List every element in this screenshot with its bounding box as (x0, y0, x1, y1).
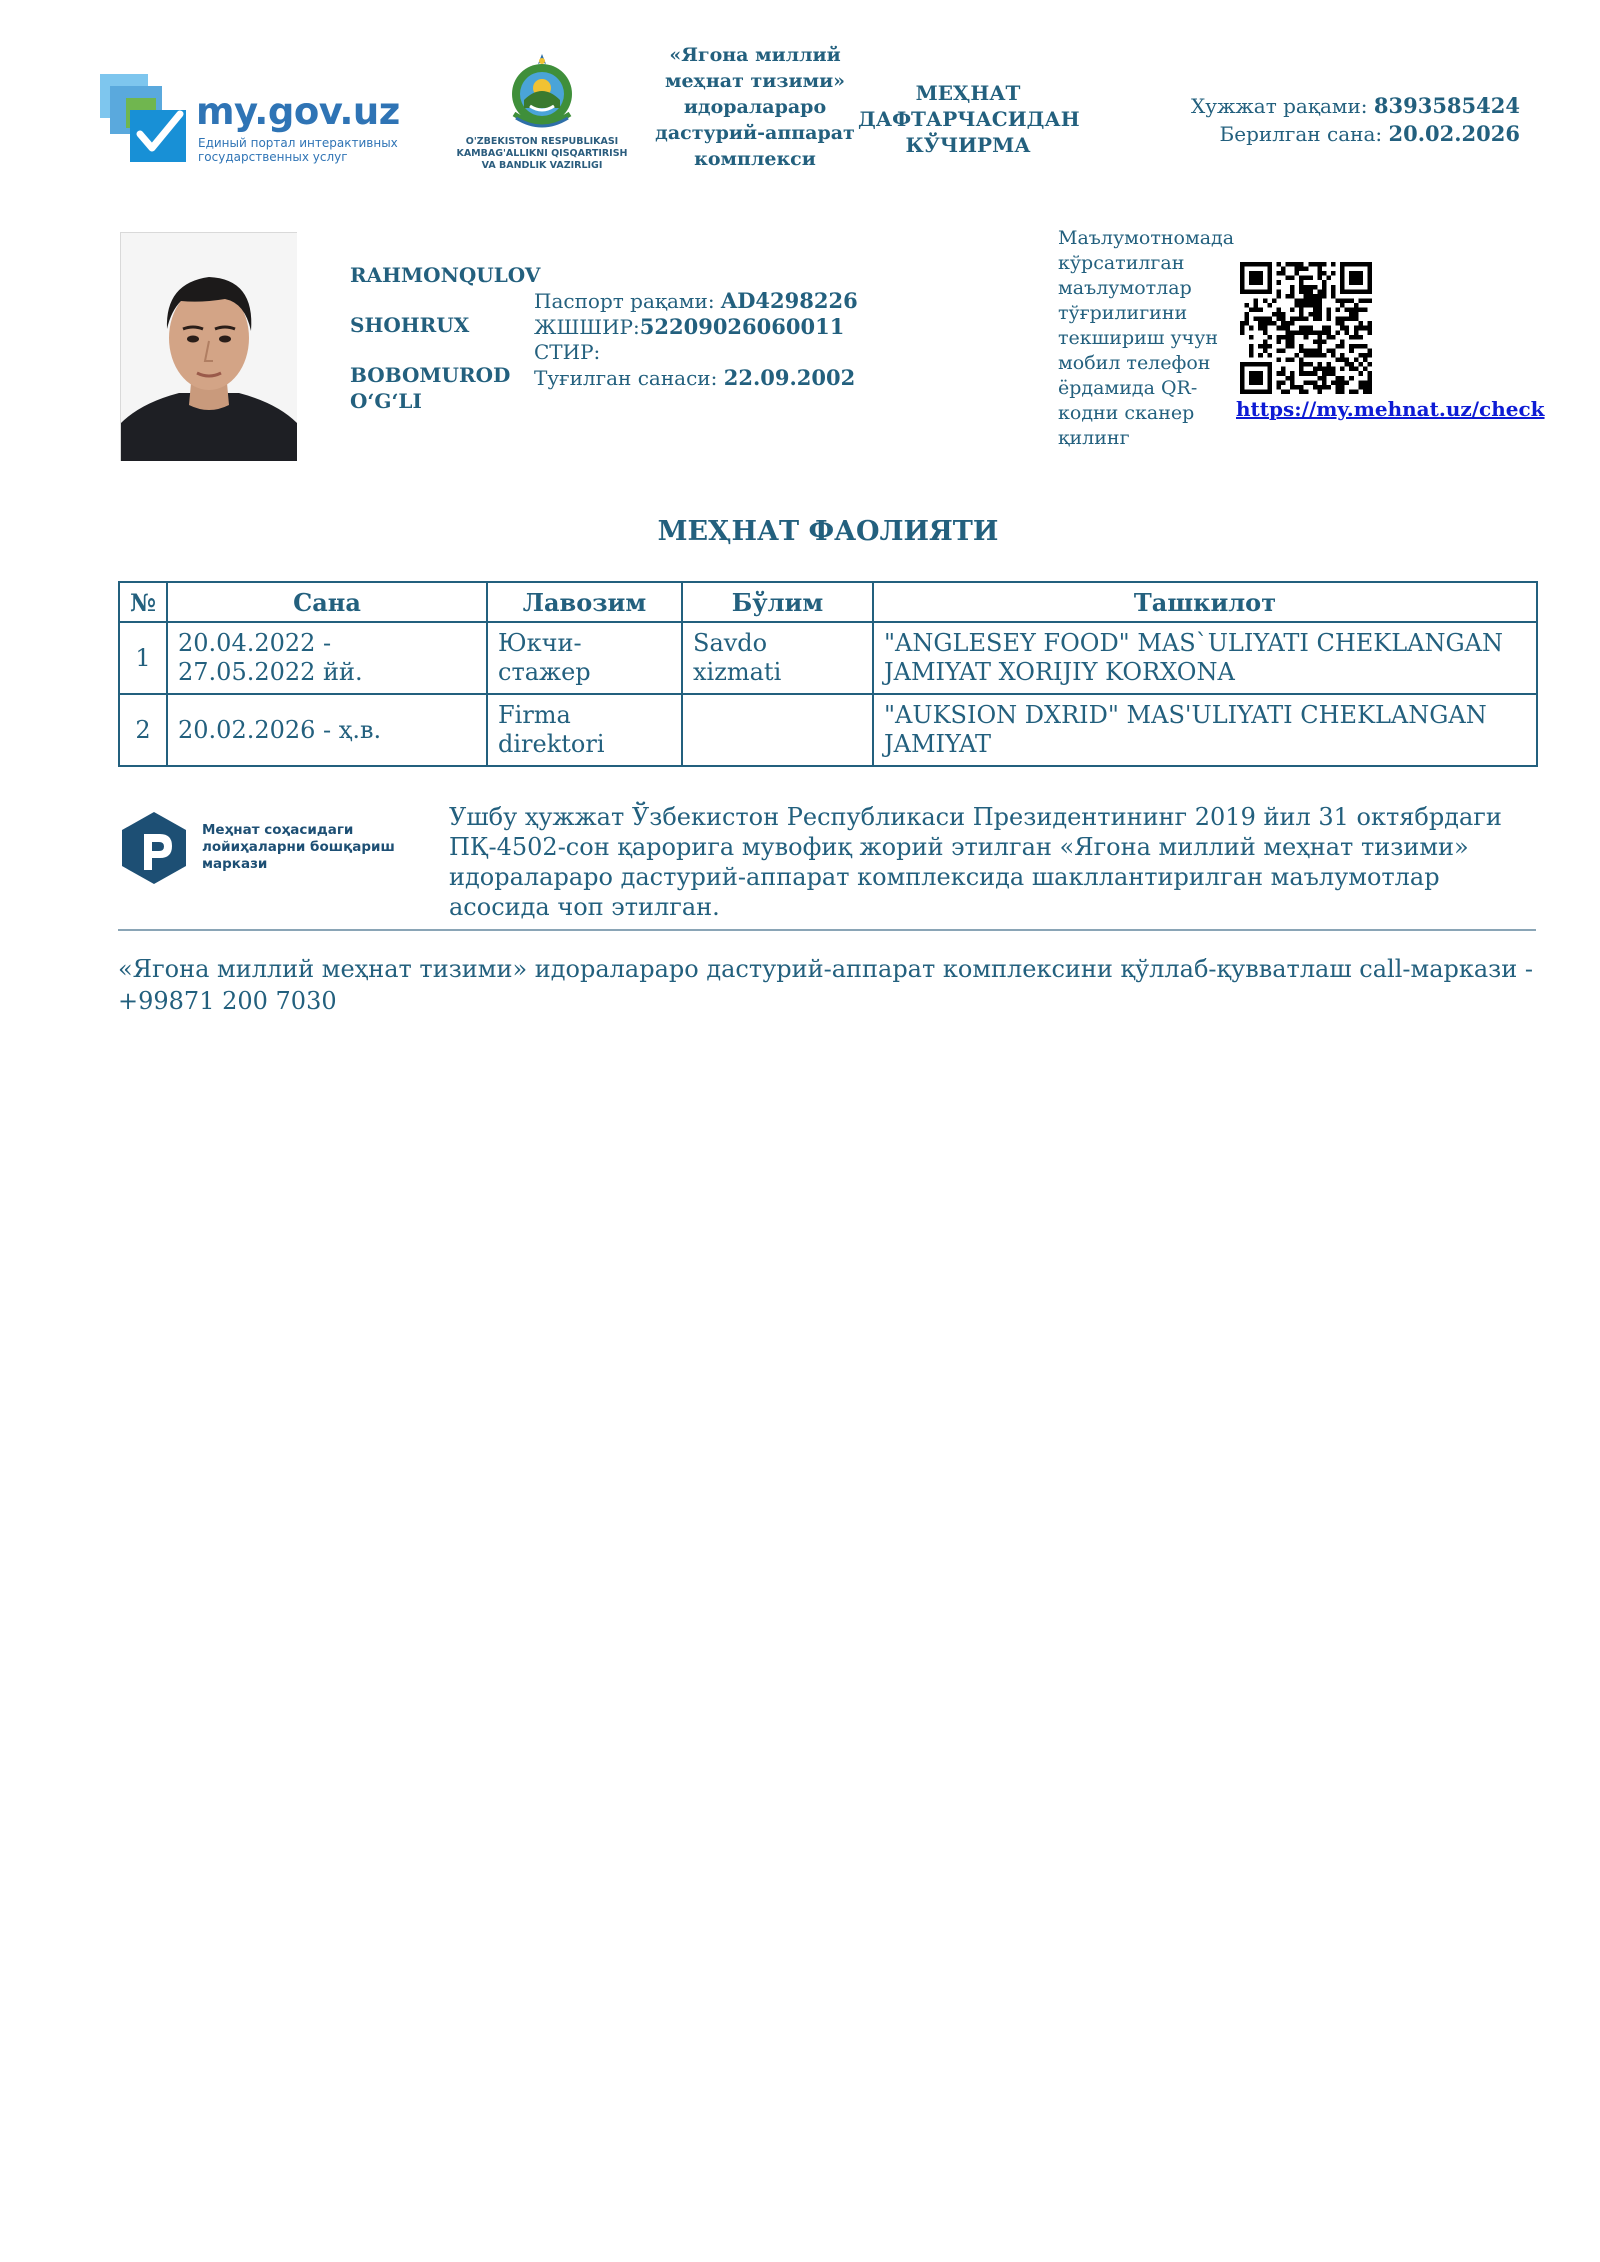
person-patronymic: BOBOMUROD O‘G‘LI (350, 363, 511, 413)
extract-title: МЕҲНАТ ДАФТАРЧАСИДАН КЎЧИРМА (858, 81, 1080, 157)
table-row (119, 694, 1537, 766)
section-title: МЕҲНАТ ФАОЛИЯТИ (657, 516, 999, 547)
row-number: 2 (119, 694, 167, 766)
person-name: SHOHRUX (350, 313, 470, 337)
jshshir-line (534, 314, 858, 340)
row-date: 20.04.2022 - 27.05.2022 йй. (167, 622, 487, 694)
mygov-logo (100, 70, 418, 166)
row-position: Firma direktori (487, 694, 682, 766)
stir-line (534, 340, 858, 365)
birth-date: 22.09.2002 (723, 365, 856, 390)
person-photo (120, 232, 297, 461)
mygov-checkmark-icon (100, 70, 196, 166)
issue-date-line (1191, 120, 1520, 148)
passport-data (534, 288, 858, 391)
row-number: 1 (119, 622, 167, 694)
system-title: «Ягона миллий меҳнат тизими» идоралараро дастурий-аппарат комплекси (655, 44, 855, 170)
column-header-position: Лавозим (487, 582, 682, 622)
divider (118, 929, 1536, 931)
state-emblem-icon (502, 52, 582, 132)
person-full-name (350, 262, 541, 414)
row-department: Savdo xizmati (682, 622, 873, 694)
pm-center-logo (118, 808, 408, 888)
mygov-tagline: Единый портал интерактивных государственных услуг (198, 136, 398, 164)
column-header-number: № (119, 582, 167, 622)
qr-code-icon (1240, 262, 1372, 394)
row-date: 20.02.2026 - ҳ.в. (167, 694, 487, 766)
jshshir-number: 52209026060011 (639, 314, 845, 339)
pm-center-name: Меҳнат соҳасидаги лойиҳаларни бошқариш маркази (202, 822, 395, 872)
issue-date-label: Берилган сана: (1219, 122, 1383, 146)
issue-date: 20.02.2026 (1388, 121, 1520, 146)
person-surname: RAHMONQULOV (350, 263, 541, 287)
check-link[interactable]: https://my.mehnat.uz/check (1236, 397, 1545, 421)
doc-number-line (1191, 92, 1520, 120)
stir-label: СТИР: (534, 340, 601, 364)
column-header-organization: Ташкилот (873, 582, 1537, 622)
table-row (119, 622, 1537, 694)
column-header-department: Бўлим (682, 582, 873, 622)
ministry-logo (456, 52, 628, 178)
doc-number-label: Хужжат рақами: (1190, 94, 1368, 118)
passport-line (534, 288, 858, 314)
row-position: Юкчи-стажер (487, 622, 682, 694)
birth-line (534, 365, 858, 391)
passport-number: AD4298226 (720, 288, 858, 313)
doc-number: 8393585424 (1373, 93, 1520, 118)
pm-center-logo-icon (118, 808, 190, 888)
qr-instruction: Маълумотномада кўрсатилган маълумотлар тўғрилигини текшириш учун мобил телефон ёрдамида QR-кодни сканер қилинг (1058, 227, 1235, 449)
passport-label: Паспорт рақами: (534, 289, 715, 313)
work-history-table (118, 581, 1538, 767)
ministry-name: O'ZBEKISTON RESPUBLIKASI KAMBAG'ALLIKNI QISQARTIRISH VA BANDLIK VAZIRLIGI (456, 136, 628, 171)
jshshir-label: ЖШШИР: (534, 315, 640, 339)
column-header-date: Сана (167, 582, 487, 622)
document-meta (1191, 92, 1520, 148)
birth-label: Туғилган санаси: (534, 366, 718, 390)
row-department (682, 694, 873, 766)
table-header-row (119, 582, 1537, 622)
row-organization: "AUKSION DXRID" MAS'ULIYATI CHEKLANGAN JAMIYAT (873, 694, 1537, 766)
legal-note: Ушбу ҳужжат Ўзбекистон Республикаси Президентининг 2019 йил 31 октябрдаги ПҚ-4502-сон қарорига мувофиқ жорий этилган «Ягона миллий меҳнат тизими» идоралараро дастурий-аппарат комплексида шакллантирилган маълумотлар асосида чоп этилган. (449, 803, 1502, 921)
row-organization: "ANGLESEY FOOD" MAS`ULIYATI CHEKLANGAN JAMIYAT XORIJIY KORXONA (873, 622, 1537, 694)
support-note: «Ягона миллий меҳнат тизими» идоралараро дастурий-аппарат комплексини қўллаб-қувватлаш call-маркази - +99871 200 7030 (118, 955, 1533, 1015)
mygov-name: my.gov.uz (196, 90, 400, 133)
